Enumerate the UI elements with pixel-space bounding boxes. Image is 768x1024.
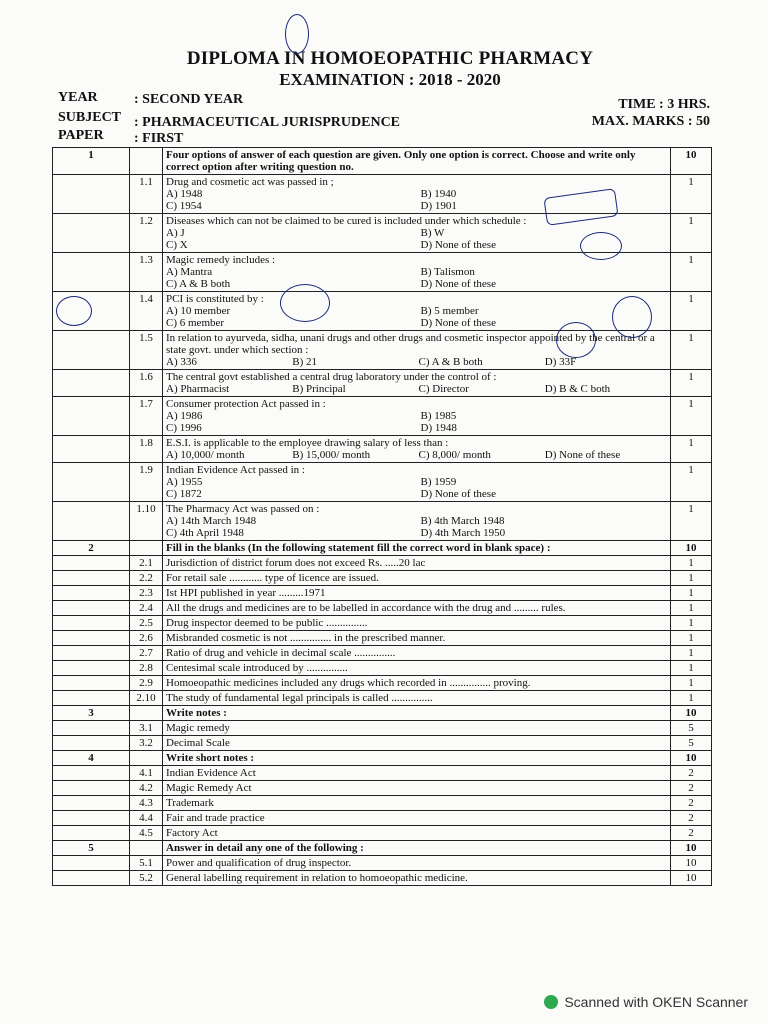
answer-option: A) 1955	[166, 476, 203, 488]
question-marks: 1	[671, 502, 712, 541]
question-text: The Pharmacy Act was passed on :	[166, 503, 320, 515]
question-text: The study of fundamental legal principals is called ...............	[166, 692, 433, 704]
question-number: 2.1	[130, 556, 163, 571]
question-text: Magic remedy	[166, 722, 230, 734]
question-number: 2.7	[130, 646, 163, 661]
question-marks: 1	[671, 631, 712, 646]
question-marks: 1	[671, 676, 712, 691]
question-text: Indian Evidence Act	[166, 767, 256, 779]
answer-option: A) 10,000/ month	[166, 449, 245, 461]
question-number: 1.4	[130, 292, 163, 331]
answer-option: B) Principal	[292, 383, 346, 395]
question-number: 1.5	[130, 331, 163, 370]
question-cell	[163, 856, 671, 871]
question-cell	[163, 811, 671, 826]
empty-cell	[53, 871, 130, 886]
answer-option: C) 6 member	[166, 317, 225, 329]
question-text: Power and qualification of drug inspector.	[166, 857, 352, 869]
question-cell	[163, 292, 671, 331]
answer-option: D) 4th March 1950	[420, 527, 506, 539]
empty-cell	[53, 676, 130, 691]
answer-option: C) 4th April 1948	[166, 527, 244, 539]
section-instruction: Answer in detail any one of the following :	[163, 841, 671, 856]
question-row	[53, 736, 712, 751]
answer-option: C) 1996	[166, 422, 202, 434]
empty-cell	[53, 214, 130, 253]
answer-option: D) 1948	[420, 422, 457, 434]
subject-value: : PHARMACEUTICAL JURISPRUDENCE	[134, 115, 401, 130]
answer-option: A) Mantra	[166, 266, 213, 278]
answer-option: D) 33F	[544, 356, 577, 368]
question-text: Jurisdiction of district forum does not exceed Rs. .....20 lac	[166, 557, 426, 569]
question-cell	[163, 631, 671, 646]
question-cell	[163, 766, 671, 781]
pen-circle-mark	[580, 232, 622, 260]
empty-cell	[53, 502, 130, 541]
question-text: Magic Remedy Act	[166, 782, 252, 794]
question-row	[53, 502, 712, 541]
empty-cell	[53, 586, 130, 601]
answer-option: B) 15,000/ month	[292, 449, 371, 461]
question-number: 1.1	[130, 175, 163, 214]
answer-option: C) Director	[418, 383, 469, 395]
section-number: 3	[53, 706, 130, 721]
question-marks: 1	[671, 571, 712, 586]
question-row	[53, 556, 712, 571]
empty-cell	[53, 601, 130, 616]
question-number: 1.8	[130, 436, 163, 463]
pen-circle-mark	[280, 284, 330, 322]
question-number: 4.1	[130, 766, 163, 781]
question-number: 2.5	[130, 616, 163, 631]
empty-cell	[53, 370, 130, 397]
question-row	[53, 370, 712, 397]
question-text: Drug and cosmetic act was passed in ;	[166, 176, 334, 188]
answer-option: D) None of these	[544, 449, 621, 461]
question-number: 2.8	[130, 661, 163, 676]
paper-label: PAPER	[58, 128, 104, 143]
question-cell	[163, 502, 671, 541]
empty-cell	[53, 796, 130, 811]
question-marks: 1	[671, 370, 712, 397]
question-number: 1.2	[130, 214, 163, 253]
year-value: : SECOND YEAR	[134, 92, 244, 107]
question-marks: 1	[671, 175, 712, 214]
question-text: Diseases which can not be claimed to be cured is included under which schedule :	[166, 215, 527, 227]
answer-option: A) 1986	[166, 410, 203, 422]
section-marks: 10	[671, 541, 712, 556]
empty-cell	[53, 721, 130, 736]
question-number: 1.10	[130, 502, 163, 541]
section-row	[53, 541, 712, 556]
question-row	[53, 721, 712, 736]
question-marks: 1	[671, 397, 712, 436]
answer-option: C) 1954	[166, 200, 202, 212]
answer-option: B) 1985	[420, 410, 457, 422]
question-marks: 5	[671, 736, 712, 751]
answer-option: B) 4th March 1948	[420, 515, 505, 527]
answer-option: A) 336	[166, 356, 197, 368]
question-number: 5.1	[130, 856, 163, 871]
question-number: 4.2	[130, 781, 163, 796]
empty-cell	[53, 661, 130, 676]
answer-option: C) A & B both	[418, 356, 483, 368]
question-number: 2.6	[130, 631, 163, 646]
empty-cell	[53, 826, 130, 841]
answer-option: A) Pharmacist	[166, 383, 230, 395]
question-marks: 2	[671, 766, 712, 781]
section-instruction: Write notes :	[163, 706, 671, 721]
question-row	[53, 766, 712, 781]
pen-circle-mark	[285, 14, 309, 54]
answer-option: D) 1901	[420, 200, 457, 212]
subject-label: SUBJECT	[58, 110, 122, 125]
pen-circle-mark	[612, 296, 652, 338]
question-cell	[163, 601, 671, 616]
question-cell	[163, 370, 671, 397]
question-cell	[163, 676, 671, 691]
question-text: Homoeopathic medicines included any drugs which recorded in ............... proving.	[166, 677, 531, 689]
question-text: Fair and trade practice	[166, 812, 265, 824]
empty-cell	[53, 331, 130, 370]
question-row	[53, 646, 712, 661]
question-marks: 1	[671, 616, 712, 631]
question-row	[53, 436, 712, 463]
question-marks: 5	[671, 721, 712, 736]
empty-cell	[53, 556, 130, 571]
section-row	[53, 706, 712, 721]
question-marks: 2	[671, 796, 712, 811]
question-row	[53, 811, 712, 826]
section-instruction: Four options of answer of each question are given. Only one option is correct. Choose and write only correct option after writing question no.	[163, 148, 671, 175]
question-row	[53, 796, 712, 811]
question-number: 4.5	[130, 826, 163, 841]
section-number: 5	[53, 841, 130, 856]
answer-option: B) 1940	[420, 188, 457, 200]
question-number: 2.9	[130, 676, 163, 691]
question-text: General labelling requirement in relation to homoeopathic medicine.	[166, 872, 468, 884]
question-cell	[163, 721, 671, 736]
time-info: TIME : 3 HRS.	[618, 97, 710, 112]
empty-cell	[53, 253, 130, 292]
question-row	[53, 601, 712, 616]
answer-option: C) X	[166, 239, 188, 251]
answer-option: B) 21	[292, 356, 317, 368]
answer-option: A) 10 member	[166, 305, 231, 317]
question-marks: 1	[671, 331, 712, 370]
question-number: 3.2	[130, 736, 163, 751]
question-cell	[163, 736, 671, 751]
empty-cell	[130, 148, 163, 175]
question-marks: 10	[671, 871, 712, 886]
question-marks: 2	[671, 826, 712, 841]
question-cell	[163, 556, 671, 571]
question-row	[53, 781, 712, 796]
question-marks: 1	[671, 586, 712, 601]
section-marks: 10	[671, 706, 712, 721]
question-marks: 1	[671, 292, 712, 331]
answer-option: B) W	[420, 227, 445, 239]
answer-option: C) 1872	[166, 488, 202, 500]
question-cell	[163, 616, 671, 631]
question-row	[53, 616, 712, 631]
question-marks: 1	[671, 214, 712, 253]
question-row	[53, 571, 712, 586]
question-text: Misbranded cosmetic is not ............... in the prescribed manner.	[166, 632, 446, 644]
empty-cell	[53, 571, 130, 586]
question-cell	[163, 463, 671, 502]
empty-cell	[53, 463, 130, 502]
question-cell	[163, 691, 671, 706]
scanner-label: Scanned with OKEN Scanner	[564, 994, 748, 1010]
question-row	[53, 826, 712, 841]
question-row	[53, 397, 712, 436]
question-row	[53, 676, 712, 691]
question-text: Drug inspector deemed to be public ...............	[166, 617, 368, 629]
question-text: The central govt established a central drug laboratory under the control of :	[166, 371, 497, 383]
question-cell	[163, 586, 671, 601]
section-marks: 10	[671, 751, 712, 766]
question-cell	[163, 826, 671, 841]
empty-cell	[53, 616, 130, 631]
empty-cell	[130, 541, 163, 556]
empty-cell	[53, 631, 130, 646]
question-text: Ist HPI published in year .........1971	[166, 587, 326, 599]
question-cell	[163, 397, 671, 436]
question-number: 1.3	[130, 253, 163, 292]
question-marks: 2	[671, 811, 712, 826]
section-marks: 10	[671, 148, 712, 175]
question-number: 1.7	[130, 397, 163, 436]
question-cell	[163, 646, 671, 661]
section-row	[53, 841, 712, 856]
question-text: E.S.I. is applicable to the employee drawing salary of less than :	[166, 437, 449, 449]
answer-option: B) 5 member	[420, 305, 479, 317]
page-title: DIPLOMA IN HOMOEOPATHIC PHARMACY	[186, 48, 594, 69]
question-table	[52, 147, 712, 886]
answer-option: D) None of these	[420, 488, 496, 500]
question-text: All the drugs and medicines are to be labelled in accordance with the drug and ......... rules.	[166, 602, 566, 614]
answer-option: B) 1959	[420, 476, 457, 488]
question-marks: 1	[671, 646, 712, 661]
pen-circle-mark	[556, 322, 596, 358]
question-row	[53, 661, 712, 676]
empty-cell	[53, 811, 130, 826]
scanner-logo-icon	[544, 995, 558, 1009]
question-row	[53, 631, 712, 646]
question-cell	[163, 436, 671, 463]
question-row	[53, 691, 712, 706]
exam-subtitle: EXAMINATION : 2018 - 2020	[279, 70, 501, 89]
question-text: Factory Act	[166, 827, 218, 839]
question-text: Indian Evidence Act passed in :	[166, 464, 305, 476]
question-row	[53, 463, 712, 502]
question-row	[53, 253, 712, 292]
question-row	[53, 856, 712, 871]
question-cell	[163, 661, 671, 676]
question-marks: 1	[671, 253, 712, 292]
question-marks: 1	[671, 463, 712, 502]
question-cell	[163, 571, 671, 586]
question-number: 3.1	[130, 721, 163, 736]
empty-cell	[53, 766, 130, 781]
question-number: 4.3	[130, 796, 163, 811]
answer-option: C) 8,000/ month	[418, 449, 491, 461]
empty-cell	[53, 646, 130, 661]
question-text: Decimal Scale	[166, 737, 230, 749]
section-number: 1	[53, 148, 130, 175]
answer-option: B) Talismon	[420, 266, 475, 278]
empty-cell	[53, 781, 130, 796]
scanner-watermark	[544, 994, 748, 1010]
empty-cell	[53, 436, 130, 463]
question-cell	[163, 781, 671, 796]
answer-option: D) None of these	[420, 239, 496, 251]
answer-option: D) None of these	[420, 317, 496, 329]
question-cell	[163, 796, 671, 811]
section-instruction: Fill in the blanks (In the following statement fill the correct word in blank space) :	[163, 541, 671, 556]
question-marks: 1	[671, 661, 712, 676]
answer-option: D) B & C both	[544, 383, 611, 395]
section-row	[53, 751, 712, 766]
question-row	[53, 331, 712, 370]
question-marks: 2	[671, 781, 712, 796]
answer-option: D) None of these	[420, 278, 496, 290]
empty-cell	[130, 751, 163, 766]
question-text: Centesimal scale introduced by ...............	[166, 662, 348, 674]
question-number: 2.2	[130, 571, 163, 586]
section-number: 2	[53, 541, 130, 556]
question-marks: 10	[671, 856, 712, 871]
empty-cell	[53, 736, 130, 751]
question-marks: 1	[671, 691, 712, 706]
answer-option: A) 1948	[166, 188, 203, 200]
question-row	[53, 871, 712, 886]
question-text: PCI is constituted by :	[166, 293, 264, 305]
section-instruction: Write short notes :	[163, 751, 671, 766]
question-number: 2.10	[130, 691, 163, 706]
section-row	[53, 148, 712, 175]
question-marks: 1	[671, 556, 712, 571]
empty-cell	[53, 856, 130, 871]
answer-option: C) A & B both	[166, 278, 231, 290]
empty-cell	[53, 397, 130, 436]
question-number: 5.2	[130, 871, 163, 886]
question-text: In relation to ayurveda, sidha, unani drugs and other drugs and cosmetic inspector appointed by the central or a state govt. under which section :	[166, 332, 655, 356]
paper-value: : FIRST	[134, 131, 184, 146]
question-number: 1.6	[130, 370, 163, 397]
question-marks: 1	[671, 601, 712, 616]
question-text: Trademark	[166, 797, 214, 809]
answer-option: A) 14th March 1948	[166, 515, 257, 527]
answer-option: A) J	[166, 227, 185, 239]
question-text: Magic remedy includes :	[166, 254, 276, 266]
empty-cell	[130, 841, 163, 856]
question-text: Consumer protection Act passed in :	[166, 398, 326, 410]
question-text: For retail sale ............ type of licence are issued.	[166, 572, 379, 584]
question-cell	[163, 871, 671, 886]
year-label: YEAR	[58, 90, 98, 105]
empty-cell	[53, 175, 130, 214]
question-number: 4.4	[130, 811, 163, 826]
question-number: 1.9	[130, 463, 163, 502]
question-marks: 1	[671, 436, 712, 463]
empty-cell	[130, 706, 163, 721]
question-row	[53, 586, 712, 601]
pen-circle-mark	[56, 296, 92, 326]
section-number: 4	[53, 751, 130, 766]
section-marks: 10	[671, 841, 712, 856]
empty-cell	[53, 691, 130, 706]
question-number: 2.4	[130, 601, 163, 616]
question-text: Ratio of drug and vehicle in decimal scale ...............	[166, 647, 396, 659]
question-number: 2.3	[130, 586, 163, 601]
max-marks-info: MAX. MARKS : 50	[591, 114, 710, 129]
